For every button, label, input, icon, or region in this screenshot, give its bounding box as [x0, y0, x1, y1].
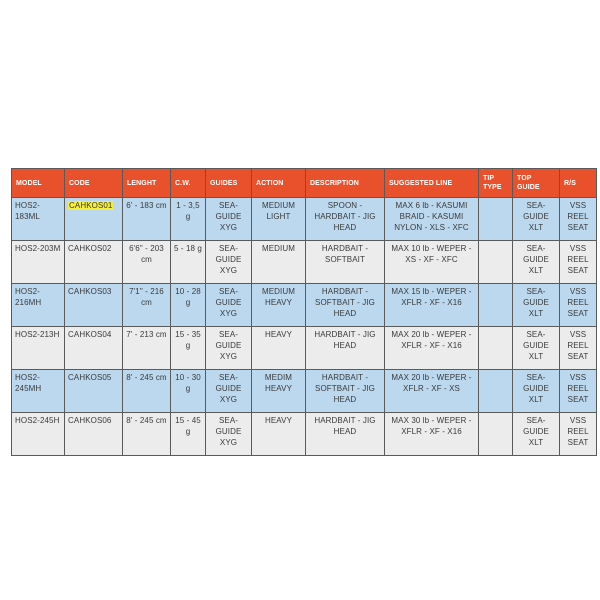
- header-top-guide: TOP GUIDE: [513, 169, 560, 198]
- cell-top-guide: SEA-GUIDE XLT: [513, 284, 560, 327]
- cell-guides: SEA-GUIDE XYG: [206, 284, 252, 327]
- header-code: CODE: [65, 169, 123, 198]
- header-length: LENGHT: [123, 169, 171, 198]
- cell-length: 6'6" - 203 cm: [123, 241, 171, 284]
- cell-top-guide: SEA-GUIDE XLT: [513, 413, 560, 456]
- cell-action: HEAVY: [252, 413, 306, 456]
- cell-guides: SEA-GUIDE XYG: [206, 413, 252, 456]
- cell-cw: 15 - 45 g: [171, 413, 206, 456]
- header-cw: C.W.: [171, 169, 206, 198]
- cell-guides: SEA-GUIDE XYG: [206, 241, 252, 284]
- cell-tip: [479, 198, 513, 241]
- cell-code: [65, 198, 123, 241]
- cell-line: MAX 20 lb - WEPER - XFLR - XF - X16: [385, 327, 479, 370]
- cell-model: HOS2-203M: [12, 241, 65, 284]
- cell-guides: SEA-GUIDE XYG: [206, 198, 252, 241]
- cell-line: MAX 15 lb - WEPER - XFLR - XF - X16: [385, 284, 479, 327]
- cell-cw: 10 - 30 g: [171, 370, 206, 413]
- cell-tip: [479, 370, 513, 413]
- table-row: [12, 327, 597, 370]
- cell-line: MAX 6 lb - KASUMI BRAID - KASUMI NYLON - XLS - XFC: [385, 198, 479, 241]
- cell-length: 6' - 183 cm: [123, 198, 171, 241]
- cell-top-guide: SEA-GUIDE XLT: [513, 241, 560, 284]
- cell-model: HOS2-213H: [12, 327, 65, 370]
- cell-cw: 1 - 3,5 g: [171, 198, 206, 241]
- cell-action: MEDIUM LIGHT: [252, 198, 306, 241]
- spec-table-frame: [11, 168, 596, 448]
- header-rs: R/S: [560, 169, 597, 198]
- cell-top-guide: SEA-GUIDE XLT: [513, 370, 560, 413]
- cell-model: HOS2-245H: [12, 413, 65, 456]
- table-row: [12, 241, 597, 284]
- cell-description: SPOON - HARDBAIT - JIG HEAD: [306, 198, 385, 241]
- cell-guides: SEA-GUIDE XYG: [206, 370, 252, 413]
- header-tip-type: TIP TYPE: [479, 169, 513, 198]
- cell-description: HARDBAIT - JIG HEAD: [306, 327, 385, 370]
- cell-top-guide: SEA-GUIDE XLT: [513, 198, 560, 241]
- header-model: MODEL: [12, 169, 65, 198]
- table-row: [12, 413, 597, 456]
- cell-action: MEDIM HEAVY: [252, 370, 306, 413]
- header-guides: GUIDES: [206, 169, 252, 198]
- cell-action: MEDIUM HEAVY: [252, 284, 306, 327]
- cell-description: HARDBAIT - SOFTBAIT - JIG HEAD: [306, 284, 385, 327]
- header-action: ACTION: [252, 169, 306, 198]
- cell-top-guide: SEA-GUIDE XLT: [513, 327, 560, 370]
- table-row: [12, 198, 597, 241]
- cell-description: HARDBAIT - SOFTBAIT: [306, 241, 385, 284]
- cell-model: HOS2-183ML: [12, 198, 65, 241]
- cell-code: CAHKOS03: [65, 284, 123, 327]
- cell-length: 8' - 245 cm: [123, 370, 171, 413]
- cell-line: MAX 20 lb - WEPER - XFLR - XF - XS: [385, 370, 479, 413]
- cell-line: MAX 10 lb - WEPER - XS - XF - XFC: [385, 241, 479, 284]
- cell-code: CAHKOS06: [65, 413, 123, 456]
- cell-action: HEAVY: [252, 327, 306, 370]
- header-suggested-line: SUGGESTED LINE: [385, 169, 479, 198]
- header-description: DESCRIPTION: [306, 169, 385, 198]
- cell-length: 7' - 213 cm: [123, 327, 171, 370]
- cell-tip: [479, 284, 513, 327]
- cell-code: CAHKOS02: [65, 241, 123, 284]
- cell-line: MAX 30 lb - WEPER - XFLR - XF - X16: [385, 413, 479, 456]
- cell-cw: 5 - 18 g: [171, 241, 206, 284]
- cell-tip: [479, 241, 513, 284]
- cell-rs: VSS REEL SEAT: [560, 284, 597, 327]
- cell-rs: VSS REEL SEAT: [560, 327, 597, 370]
- cell-tip: [479, 413, 513, 456]
- cell-model: HOS2-245MH: [12, 370, 65, 413]
- cell-action: MEDIUM: [252, 241, 306, 284]
- table-row: [12, 370, 597, 413]
- cell-rs: VSS REEL SEAT: [560, 370, 597, 413]
- cell-model: HOS2-216MH: [12, 284, 65, 327]
- cell-length: 8' - 245 cm: [123, 413, 171, 456]
- cell-cw: 15 - 35 g: [171, 327, 206, 370]
- cell-description: HARDBAIT - SOFTBAIT - JIG HEAD: [306, 370, 385, 413]
- cell-code: CAHKOS04: [65, 327, 123, 370]
- cell-rs: VSS REEL SEAT: [560, 241, 597, 284]
- table-row: [12, 284, 597, 327]
- cell-code: CAHKOS05: [65, 370, 123, 413]
- cell-rs: VSS REEL SEAT: [560, 413, 597, 456]
- cell-rs: VSS REEL SEAT: [560, 198, 597, 241]
- cell-cw: 10 - 28 g: [171, 284, 206, 327]
- spec-table: [11, 168, 597, 456]
- cell-guides: SEA-GUIDE XYG: [206, 327, 252, 370]
- header-row: [12, 169, 597, 198]
- cell-tip: [479, 327, 513, 370]
- code-highlight: CAHKOS01: [69, 201, 113, 210]
- cell-description: HARDBAIT - JIG HEAD: [306, 413, 385, 456]
- cell-length: 7'1" - 216 cm: [123, 284, 171, 327]
